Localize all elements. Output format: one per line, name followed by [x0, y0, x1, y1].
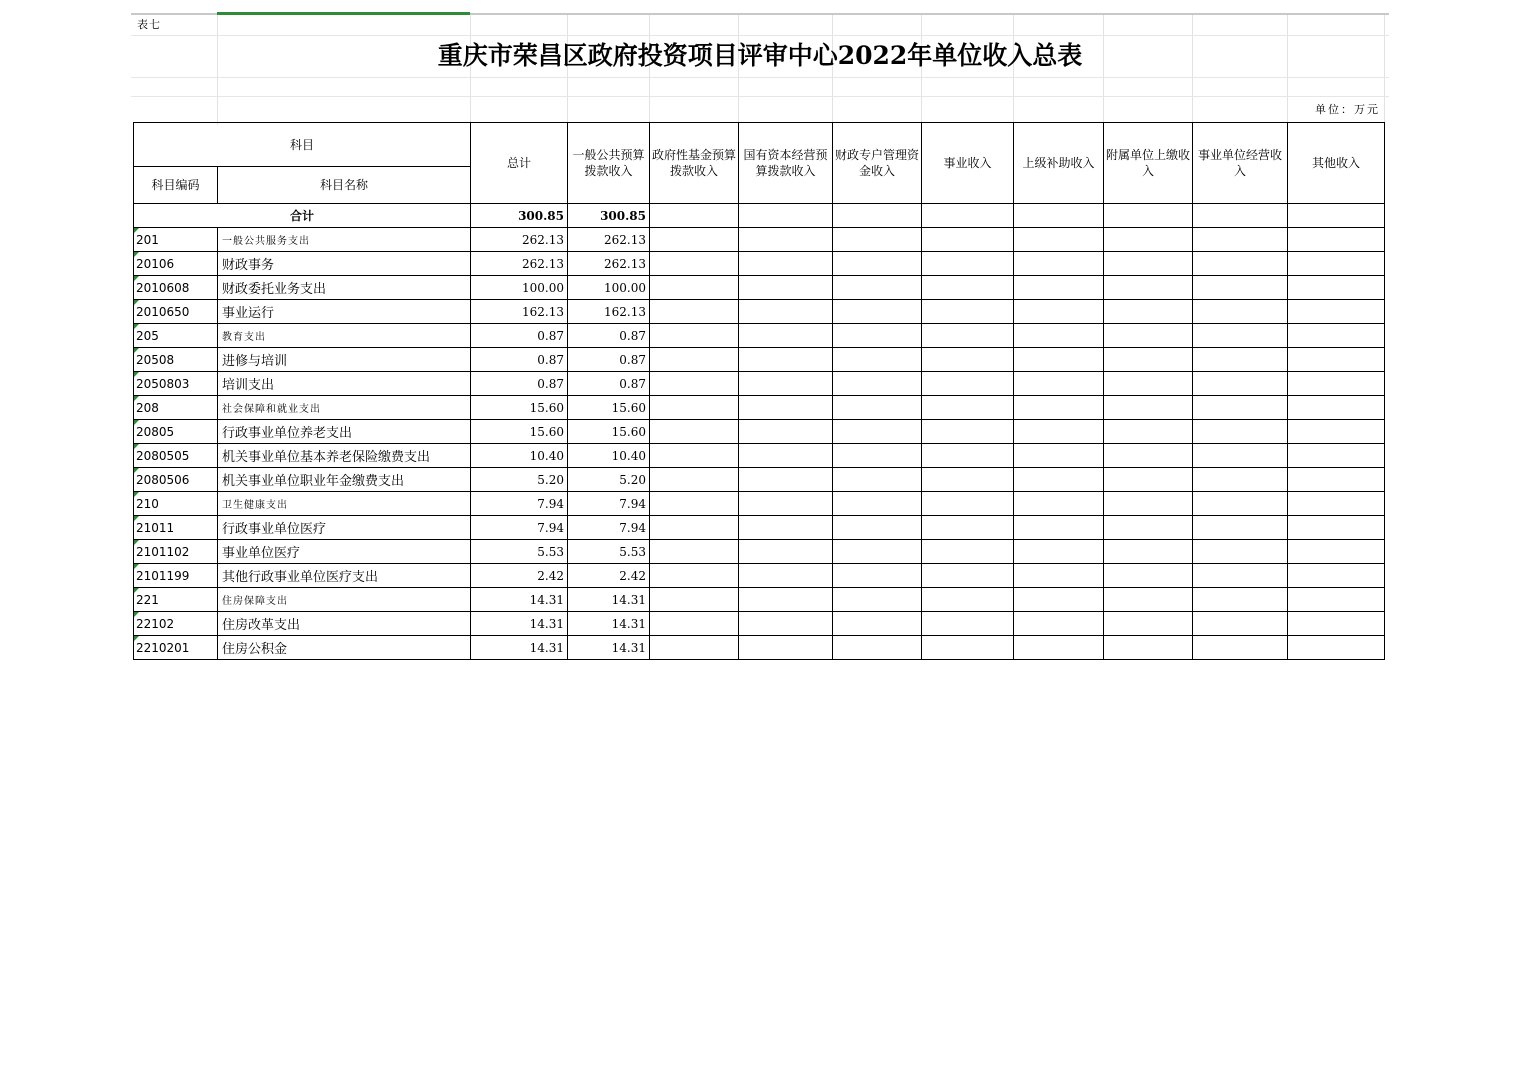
empty-cell [1193, 300, 1288, 324]
empty-cell [1288, 396, 1385, 420]
subject-code-cell: 201 [134, 228, 218, 252]
empty-cell [739, 300, 833, 324]
empty-cell [833, 564, 922, 588]
empty-cell [1288, 612, 1385, 636]
empty-cell [739, 564, 833, 588]
table-row [134, 492, 1385, 516]
table-row [134, 348, 1385, 372]
empty-cell [1288, 204, 1385, 228]
empty-cell [1193, 636, 1288, 660]
subject-code-cell: 2101102 [134, 540, 218, 564]
empty-cell [739, 444, 833, 468]
subject-code-cell: 2080505 [134, 444, 218, 468]
empty-cell [833, 252, 922, 276]
subject-name-cell: 财政委托业务支出 [218, 276, 471, 300]
table-row [134, 588, 1385, 612]
empty-cell [922, 612, 1014, 636]
empty-cell [1288, 228, 1385, 252]
empty-cell [922, 300, 1014, 324]
total-cell: 5.53 [471, 540, 568, 564]
empty-cell [650, 468, 739, 492]
empty-cell [1193, 324, 1288, 348]
table-row [134, 468, 1385, 492]
total-cell: 15.60 [471, 396, 568, 420]
empty-cell [833, 468, 922, 492]
general-budget-cell: 100.00 [568, 276, 650, 300]
subject-name-cell: 一般公共服务支出 [218, 228, 471, 252]
general-budget-cell: 262.13 [568, 228, 650, 252]
subject-name-cell: 事业运行 [218, 300, 471, 324]
table-row [134, 420, 1385, 444]
unit-label: 单位：万元 [1315, 103, 1380, 116]
empty-cell [833, 516, 922, 540]
empty-cell [739, 540, 833, 564]
empty-cell [922, 228, 1014, 252]
table-number-label: 表七 [137, 18, 161, 31]
total-cell-general-budget: 300.85 [568, 204, 650, 228]
header-operating-income: 事业单位经营收入 [1193, 123, 1288, 204]
cell-selection-indicator [217, 12, 470, 15]
empty-cell [833, 636, 922, 660]
subject-code-cell: 20508 [134, 348, 218, 372]
empty-cell [1104, 252, 1193, 276]
general-budget-cell: 262.13 [568, 252, 650, 276]
subject-code-cell: 2010650 [134, 300, 218, 324]
total-row [134, 204, 1385, 228]
table-row [134, 252, 1385, 276]
empty-cell [1014, 396, 1104, 420]
table-row [134, 636, 1385, 660]
empty-cell [739, 420, 833, 444]
empty-cell [1288, 276, 1385, 300]
table-row [134, 324, 1385, 348]
subject-code-cell: 221 [134, 588, 218, 612]
table-row [134, 516, 1385, 540]
empty-cell [1193, 372, 1288, 396]
empty-cell [739, 204, 833, 228]
header-subject-name: 科目名称 [218, 167, 471, 204]
empty-cell [922, 492, 1014, 516]
empty-cell [922, 468, 1014, 492]
subject-code-cell: 22102 [134, 612, 218, 636]
empty-cell [650, 612, 739, 636]
empty-cell [739, 636, 833, 660]
empty-cell [1104, 636, 1193, 660]
general-budget-cell: 7.94 [568, 492, 650, 516]
subject-name-cell: 培训支出 [218, 372, 471, 396]
empty-cell [1104, 444, 1193, 468]
general-budget-cell: 14.31 [568, 636, 650, 660]
empty-cell [739, 324, 833, 348]
empty-cell [1014, 540, 1104, 564]
empty-cell [1014, 420, 1104, 444]
empty-cell [1193, 348, 1288, 372]
general-budget-cell: 5.20 [568, 468, 650, 492]
empty-cell [1014, 588, 1104, 612]
empty-cell [1104, 204, 1193, 228]
empty-cell [833, 420, 922, 444]
empty-cell [1104, 300, 1193, 324]
empty-cell [1014, 468, 1104, 492]
header-superior-subsidy: 上级补助收入 [1014, 123, 1104, 204]
empty-cell [833, 444, 922, 468]
empty-cell [739, 468, 833, 492]
empty-cell [1014, 372, 1104, 396]
empty-cell [650, 252, 739, 276]
empty-cell [1104, 276, 1193, 300]
subject-name-cell: 财政事务 [218, 252, 471, 276]
empty-cell [1288, 348, 1385, 372]
table-row [134, 444, 1385, 468]
subject-code-cell: 2080506 [134, 468, 218, 492]
empty-cell [833, 372, 922, 396]
subject-code-cell: 2101199 [134, 564, 218, 588]
table-row [134, 564, 1385, 588]
total-cell: 10.40 [471, 444, 568, 468]
empty-cell [1014, 516, 1104, 540]
empty-cell [922, 396, 1014, 420]
income-summary-table [133, 122, 1385, 660]
general-budget-cell: 15.60 [568, 420, 650, 444]
empty-cell [833, 612, 922, 636]
empty-cell [1104, 540, 1193, 564]
empty-cell [650, 228, 739, 252]
subject-name-cell: 卫生健康支出 [218, 492, 471, 516]
empty-cell [922, 276, 1014, 300]
empty-cell [922, 588, 1014, 612]
empty-cell [739, 252, 833, 276]
subject-name-cell: 行政事业单位医疗 [218, 516, 471, 540]
table-row [134, 540, 1385, 564]
total-cell: 7.94 [471, 516, 568, 540]
total-label: 合计 [134, 204, 471, 228]
header-state-capital: 国有资本经营预算拨款收入 [739, 123, 833, 204]
subject-name-cell: 机关事业单位基本养老保险缴费支出 [218, 444, 471, 468]
empty-cell [1104, 372, 1193, 396]
general-budget-cell: 15.60 [568, 396, 650, 420]
general-budget-cell: 2.42 [568, 564, 650, 588]
total-cell: 262.13 [471, 252, 568, 276]
empty-cell [1193, 468, 1288, 492]
empty-cell [739, 588, 833, 612]
general-budget-cell: 0.87 [568, 348, 650, 372]
total-cell: 14.31 [471, 636, 568, 660]
total-cell: 2.42 [471, 564, 568, 588]
subject-name-cell: 进修与培训 [218, 348, 471, 372]
total-cell-total: 300.85 [471, 204, 568, 228]
empty-cell [1014, 444, 1104, 468]
empty-cell [1288, 468, 1385, 492]
subject-name-cell: 行政事业单位养老支出 [218, 420, 471, 444]
total-cell: 100.00 [471, 276, 568, 300]
empty-cell [1104, 396, 1193, 420]
empty-cell [833, 300, 922, 324]
subject-name-cell: 住房改革支出 [218, 612, 471, 636]
table-row [134, 612, 1385, 636]
total-cell: 15.60 [471, 420, 568, 444]
empty-cell [1193, 612, 1288, 636]
empty-cell [1104, 588, 1193, 612]
empty-cell [650, 348, 739, 372]
empty-cell [922, 540, 1014, 564]
empty-cell [1288, 252, 1385, 276]
empty-cell [650, 396, 739, 420]
empty-cell [833, 396, 922, 420]
general-budget-cell: 5.53 [568, 540, 650, 564]
empty-cell [650, 516, 739, 540]
empty-cell [922, 564, 1014, 588]
subject-name-cell: 教育支出 [218, 324, 471, 348]
empty-cell [1014, 228, 1104, 252]
table-row [134, 396, 1385, 420]
empty-cell [1193, 540, 1288, 564]
total-cell: 0.87 [471, 348, 568, 372]
empty-cell [1288, 636, 1385, 660]
empty-cell [739, 612, 833, 636]
empty-cell [1288, 444, 1385, 468]
empty-cell [1104, 324, 1193, 348]
empty-cell [833, 588, 922, 612]
empty-cell [1014, 348, 1104, 372]
empty-cell [833, 324, 922, 348]
empty-cell [1014, 492, 1104, 516]
general-budget-cell: 7.94 [568, 516, 650, 540]
empty-cell [650, 324, 739, 348]
empty-cell [1104, 420, 1193, 444]
empty-cell [650, 564, 739, 588]
header-gov-fund: 政府性基金预算拨款收入 [650, 123, 739, 204]
subject-code-cell: 210 [134, 492, 218, 516]
empty-cell [1104, 564, 1193, 588]
empty-cell [739, 516, 833, 540]
empty-cell [1193, 204, 1288, 228]
empty-cell [739, 396, 833, 420]
subject-code-cell: 20106 [134, 252, 218, 276]
empty-cell [650, 588, 739, 612]
empty-cell [833, 228, 922, 252]
empty-cell [1288, 564, 1385, 588]
general-budget-cell: 0.87 [568, 324, 650, 348]
empty-cell [1014, 204, 1104, 228]
empty-cell [1288, 588, 1385, 612]
general-budget-cell: 14.31 [568, 612, 650, 636]
general-budget-cell: 0.87 [568, 372, 650, 396]
subject-code-cell: 205 [134, 324, 218, 348]
empty-cell [1014, 564, 1104, 588]
subject-code-cell: 2210201 [134, 636, 218, 660]
empty-cell [1193, 252, 1288, 276]
empty-cell [1193, 228, 1288, 252]
empty-cell [1288, 492, 1385, 516]
empty-cell [650, 372, 739, 396]
subject-code-cell: 20805 [134, 420, 218, 444]
empty-cell [1288, 324, 1385, 348]
empty-cell [650, 636, 739, 660]
header-affiliate-payment: 附属单位上缴收入 [1104, 123, 1193, 204]
empty-cell [650, 420, 739, 444]
empty-cell [739, 492, 833, 516]
empty-cell [739, 348, 833, 372]
header-other-income: 其他收入 [1288, 123, 1385, 204]
empty-cell [739, 276, 833, 300]
empty-cell [1288, 420, 1385, 444]
empty-cell [1014, 324, 1104, 348]
general-budget-cell: 162.13 [568, 300, 650, 324]
empty-cell [833, 540, 922, 564]
empty-cell [650, 444, 739, 468]
empty-cell [922, 372, 1014, 396]
empty-cell [1288, 540, 1385, 564]
subject-name-cell: 其他行政事业单位医疗支出 [218, 564, 471, 588]
general-budget-cell: 10.40 [568, 444, 650, 468]
table-row [134, 300, 1385, 324]
empty-cell [922, 420, 1014, 444]
empty-cell [922, 348, 1014, 372]
empty-cell [833, 276, 922, 300]
header-subject-code: 科目编码 [134, 167, 218, 204]
empty-cell [833, 492, 922, 516]
empty-cell [1193, 444, 1288, 468]
subject-code-cell: 2010608 [134, 276, 218, 300]
empty-cell [922, 636, 1014, 660]
total-cell: 0.87 [471, 372, 568, 396]
empty-cell [1288, 372, 1385, 396]
empty-cell [1288, 300, 1385, 324]
empty-cell [1193, 564, 1288, 588]
general-budget-cell: 14.31 [568, 588, 650, 612]
subject-name-cell: 社会保障和就业支出 [218, 396, 471, 420]
empty-cell [922, 252, 1014, 276]
total-cell: 5.20 [471, 468, 568, 492]
total-cell: 262.13 [471, 228, 568, 252]
subject-name-cell: 机关事业单位职业年金缴费支出 [218, 468, 471, 492]
empty-cell [1193, 276, 1288, 300]
empty-cell [650, 540, 739, 564]
empty-cell [1014, 252, 1104, 276]
empty-cell [1104, 516, 1193, 540]
subject-name-cell: 住房公积金 [218, 636, 471, 660]
empty-cell [1288, 516, 1385, 540]
empty-cell [650, 204, 739, 228]
empty-cell [739, 372, 833, 396]
subject-name-cell: 住房保障支出 [218, 588, 471, 612]
table-row [134, 228, 1385, 252]
empty-cell [1193, 516, 1288, 540]
total-cell: 14.31 [471, 588, 568, 612]
empty-cell [1193, 420, 1288, 444]
empty-cell [650, 300, 739, 324]
empty-cell [833, 204, 922, 228]
empty-cell [1014, 636, 1104, 660]
header-general-budget: 一般公共预算拨款收入 [568, 123, 650, 204]
page-title: 重庆市荣昌区政府投资项目评审中心2022年单位收入总表 [437, 41, 1083, 70]
header-subject: 科目 [134, 123, 471, 167]
empty-cell [922, 204, 1014, 228]
empty-cell [1193, 492, 1288, 516]
total-cell: 162.13 [471, 300, 568, 324]
empty-cell [922, 516, 1014, 540]
empty-cell [1104, 612, 1193, 636]
empty-cell [650, 276, 739, 300]
subject-code-cell: 2050803 [134, 372, 218, 396]
subject-name-cell: 事业单位医疗 [218, 540, 471, 564]
empty-cell [833, 348, 922, 372]
subject-code-cell: 21011 [134, 516, 218, 540]
table-row [134, 372, 1385, 396]
empty-cell [1014, 276, 1104, 300]
total-cell: 14.31 [471, 612, 568, 636]
empty-cell [1104, 348, 1193, 372]
empty-cell [922, 444, 1014, 468]
empty-cell [922, 324, 1014, 348]
header-total: 总计 [471, 123, 568, 204]
empty-cell [1104, 468, 1193, 492]
empty-cell [1104, 492, 1193, 516]
empty-cell [1014, 612, 1104, 636]
subject-code-cell: 208 [134, 396, 218, 420]
table-row [134, 276, 1385, 300]
total-cell: 0.87 [471, 324, 568, 348]
header-business-income: 事业收入 [922, 123, 1014, 204]
total-cell: 7.94 [471, 492, 568, 516]
empty-cell [1014, 300, 1104, 324]
empty-cell [1193, 396, 1288, 420]
empty-cell [650, 492, 739, 516]
empty-cell [739, 228, 833, 252]
empty-cell [1193, 588, 1288, 612]
header-fiscal-special: 财政专户管理资金收入 [833, 123, 922, 204]
empty-cell [1104, 228, 1193, 252]
